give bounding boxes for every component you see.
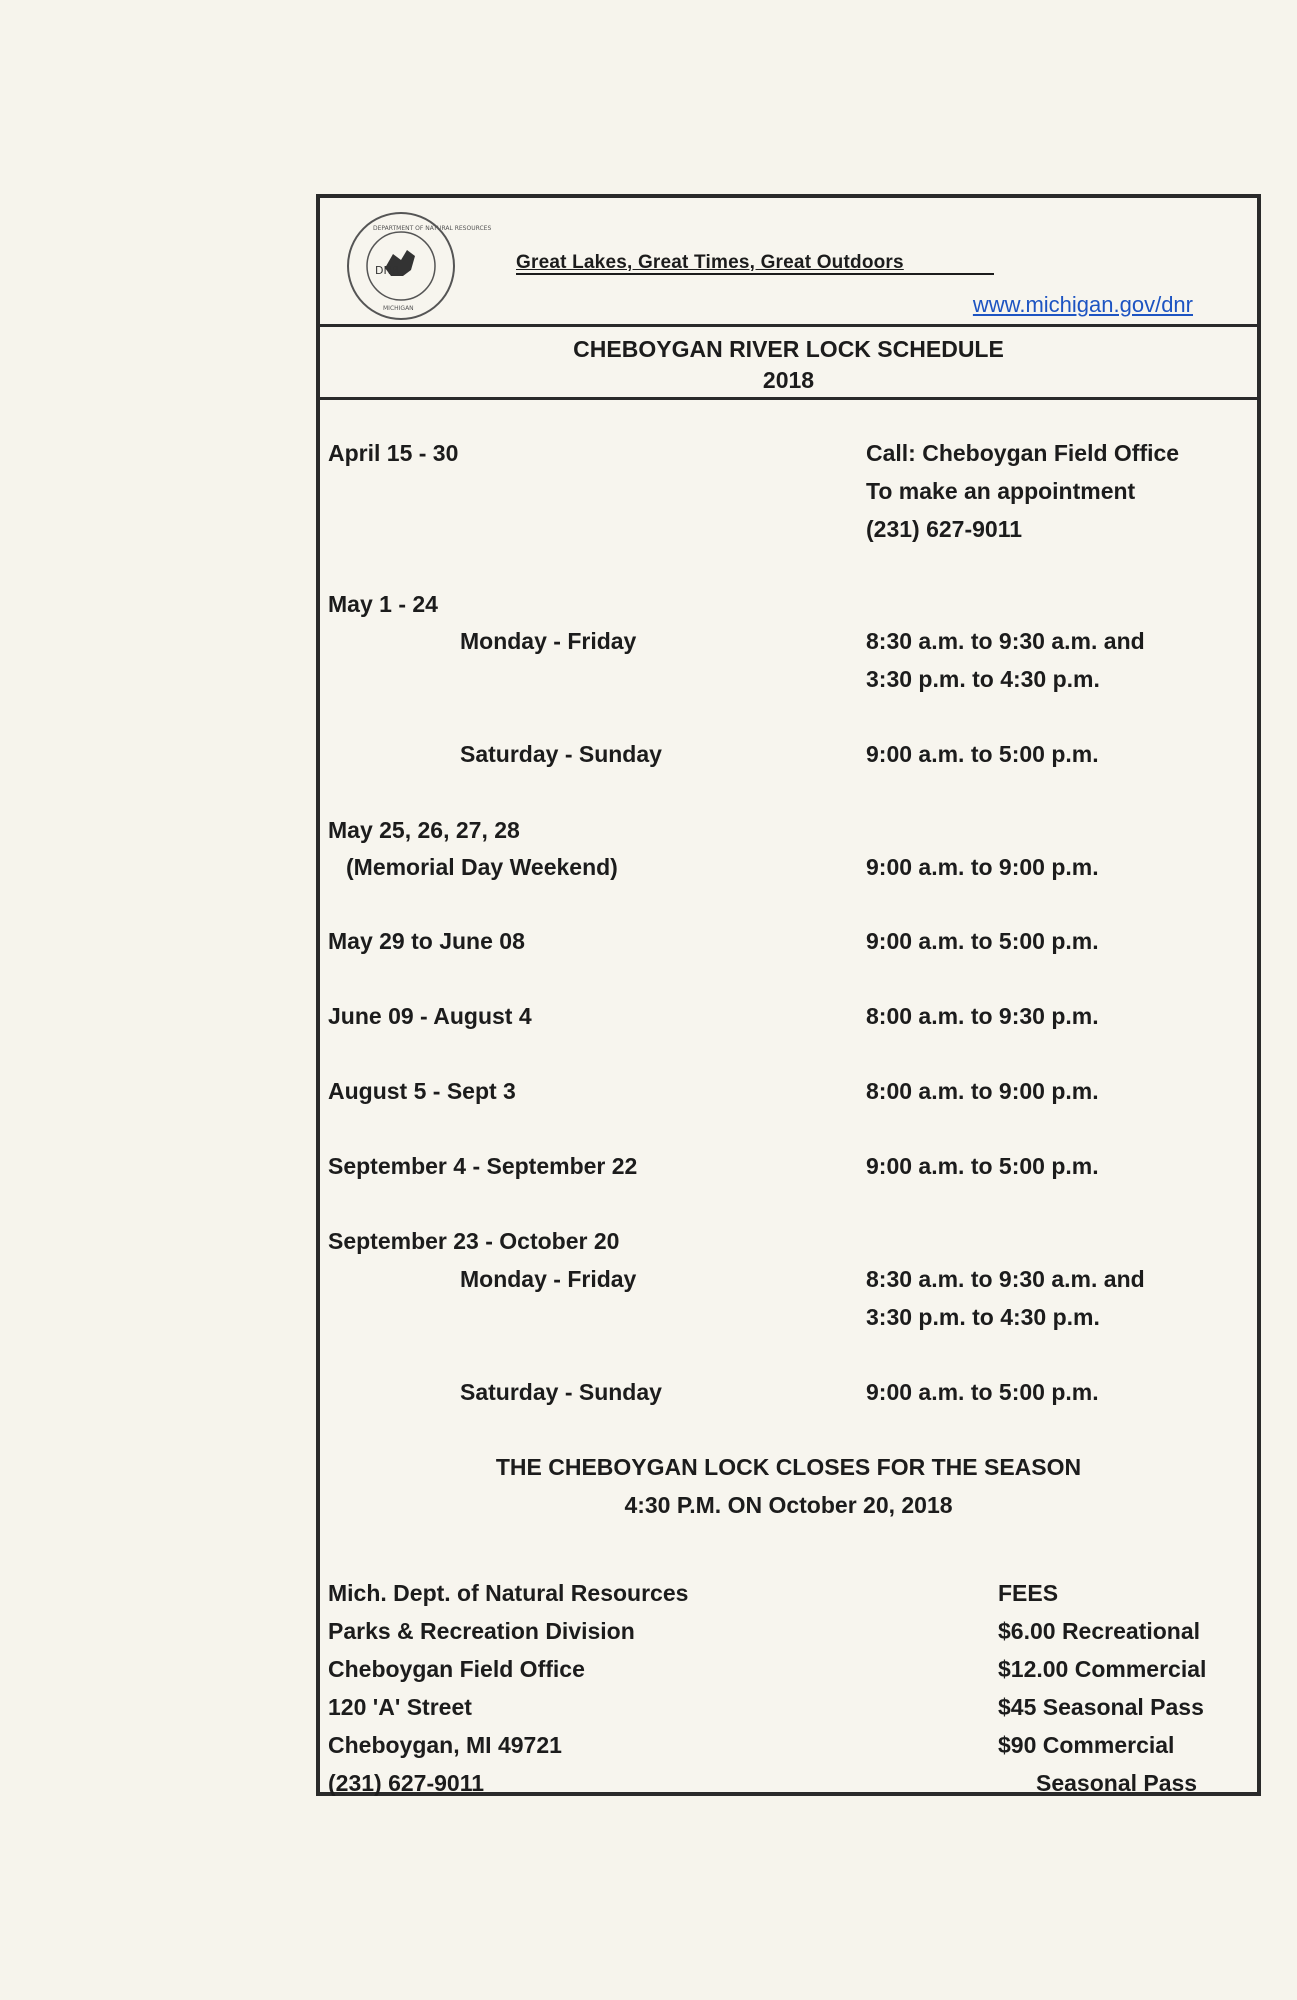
range-2-hours: 8:00 a.m. to 9:30 p.m. (866, 1003, 1099, 1029)
schedule-year: 2018 (762, 367, 815, 393)
may-date-label: May 1 - 24 (328, 591, 438, 617)
fall-date-label: September 23 - October 20 (328, 1228, 620, 1254)
may-weekday-hours-2: 3:30 p.m. to 4:30 p.m. (866, 666, 1100, 692)
range-4-hours: 9:00 a.m. to 5:00 p.m. (866, 1153, 1099, 1179)
april-date-label: April 15 - 30 (328, 440, 459, 466)
may-weekend-label: Saturday - Sunday (460, 741, 662, 767)
fall-weekend-label: Saturday - Sunday (460, 1379, 662, 1405)
address-line-5: Cheboygan, MI 49721 (328, 1732, 562, 1758)
address-line-1: Mich. Dept. of Natural Resources (328, 1580, 689, 1606)
fall-weekday-hours-1: 8:30 a.m. to 9:30 a.m. and (866, 1266, 1145, 1292)
april-call-line-3: (231) 627-9011 (866, 516, 1023, 542)
memorial-date-label: May 25, 26, 27, 28 (328, 817, 520, 843)
range-3-hours: 8:00 a.m. to 9:00 p.m. (866, 1078, 1099, 1104)
may-weekday-label: Monday - Friday (460, 628, 637, 654)
april-call-line-2: To make an appointment (866, 478, 1136, 504)
range-2-label: June 09 - August 4 (328, 1003, 532, 1029)
memorial-hours: 9:00 a.m. to 9:00 p.m. (866, 854, 1099, 880)
closing-notice-line-1: THE CHEBOYGAN LOCK CLOSES FOR THE SEASON (495, 1454, 1082, 1480)
fee-item: $45 Seasonal Pass (998, 1694, 1204, 1720)
may-weekday-hours-1: 8:30 a.m. to 9:30 a.m. and (866, 628, 1145, 654)
address-line-4: 120 'A' Street (328, 1694, 472, 1720)
document-header (320, 198, 1257, 322)
fees-title: FEES (998, 1580, 1059, 1606)
may-weekend-hours: 9:00 a.m. to 5:00 p.m. (866, 741, 1099, 767)
range-1-label: May 29 to June 08 (328, 928, 525, 954)
fee-item: $90 Commercial (998, 1732, 1175, 1758)
range-1-hours: 9:00 a.m. to 5:00 p.m. (866, 928, 1099, 954)
seal-bottom-text: MICHIGAN (383, 305, 414, 312)
fall-weekend-hours: 9:00 a.m. to 5:00 p.m. (866, 1379, 1099, 1405)
address-line-3: Cheboygan Field Office (328, 1656, 585, 1682)
seal-top-text: DEPARTMENT OF NATURAL RESOURCES (373, 225, 492, 232)
fall-weekday-label: Monday - Friday (460, 1266, 637, 1292)
lock-schedule-document (316, 194, 1261, 1796)
fee-item: $12.00 Commercial (998, 1656, 1207, 1682)
closing-notice-line-2: 4:30 P.M. ON October 20, 2018 (624, 1492, 953, 1518)
fall-weekday-hours-2: 3:30 p.m. to 4:30 p.m. (866, 1304, 1100, 1330)
dnr-seal-logo (345, 210, 492, 322)
address-line-2: Parks & Recreation Division (328, 1618, 635, 1644)
website-link[interactable]: www.michigan.gov/dnr (972, 292, 1193, 317)
seal-center-text: DNR (375, 264, 400, 277)
range-3-label: August 5 - Sept 3 (328, 1078, 516, 1104)
page-title: CHEBOYGAN RIVER LOCK SCHEDULE (573, 336, 1004, 362)
tagline: Great Lakes, Great Times, Great Outdoors (516, 253, 994, 275)
range-4-label: September 4 - September 22 (328, 1153, 638, 1179)
address-line-6: (231) 627-9011 (328, 1770, 485, 1796)
april-call-line-1: Call: Cheboygan Field Office (866, 440, 1180, 466)
title-box (320, 324, 1257, 400)
fee-item: Seasonal Pass (1036, 1770, 1198, 1796)
memorial-note-label: (Memorial Day Weekend) (346, 854, 618, 880)
fee-item: $6.00 Recreational (998, 1618, 1201, 1644)
